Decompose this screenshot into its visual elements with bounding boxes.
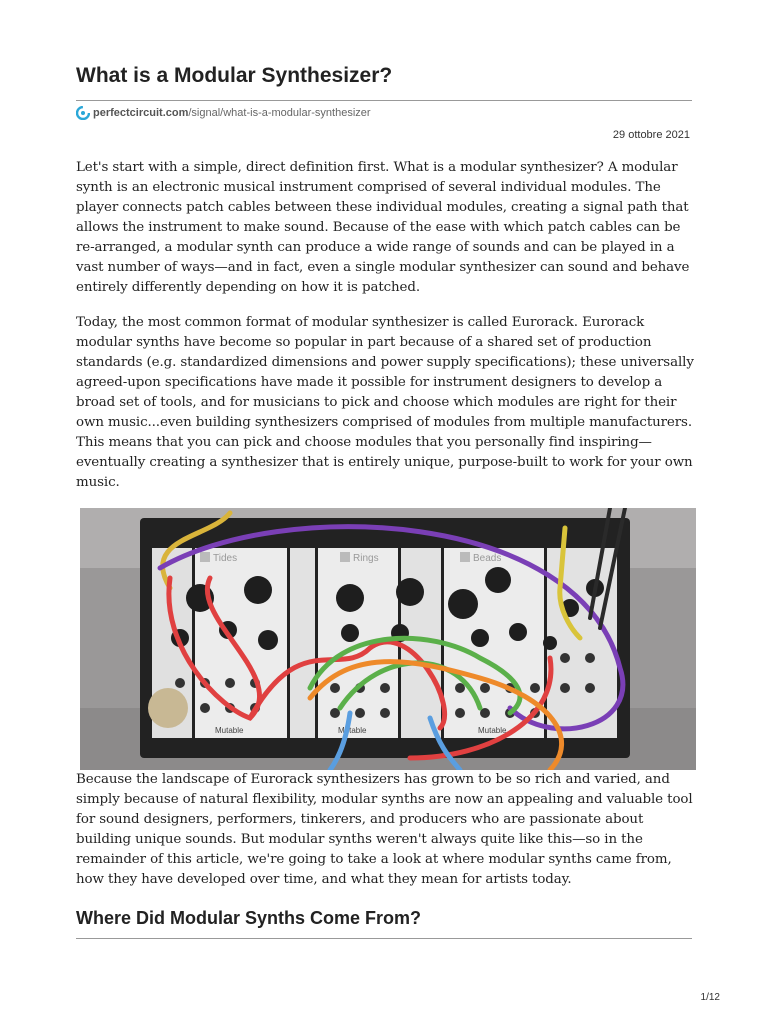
synth-illustration [80,508,696,770]
source-path[interactable]: /signal/what-is-a-modular-synthesizer [188,107,371,119]
source-link[interactable] [76,106,371,120]
section-divider [76,938,692,939]
paragraph-intro: Let's start with a simple, direct definition first. What is a modular synthesizer? A modular synth is an electronic musical instrument comprised of several individual modules. The player connects patch cables between these individual modules, creating a signal path that allows the instrument to make sound. Because of the ease with which patch cables can be re-arranged, a modular synth can produce a wide range of sounds and can be played in a vast number of ways—and in fact, even a single modular synthesizer can sound and behave entirely differently depending on how it is patched. [76,160,690,295]
paragraph-landscape: Because the landscape of Eurorack synthesizers has grown to be so rich and varied, and simply because of natural flexibility, modular synths are now an appealing and valuable tool for sound designers, performers, tinkerers, and producers who are passionate about building unique sounds. But modular synths weren't always quite like this—so in the remainder of this article, we're going to take a look at where modular synths came from, how they have developed over time, and what they mean for artists today. [76,772,693,887]
page-indicator: 1/12 [700,992,720,1003]
brand-label-1: Mutable [215,726,244,735]
section-heading: Where Did Modular Synths Come From? [76,908,422,928]
source-domain[interactable]: perfectcircuit.com [93,107,189,119]
brand-label-2: Mutable [338,726,367,735]
page-title: What is a Modular Synthesizer? [76,64,393,87]
publish-date: 29 ottobre 2021 [612,129,690,141]
module-label-rings: Rings [353,553,379,564]
title-divider [76,100,692,101]
module-label-beads: Beads [473,553,502,564]
paragraph-eurorack: Today, the most common format of modular synthesizer is called Eurorack. Eurorack modular synths have become so popular in part because of a shared set of production standards (e.g. standardized dimensions and power supply specifications); these universally agreed-upon specifications have made it possible for instrument designers to develop a broad set of tools, and for musicians to pick and choose which modules are right for their own music...even building synthesizers comprised of modules from multiple manufacturers. This means that you can pick and choose modules that you personally find inspiring—eventually creating a synthesizer that is entirely unique, purpose-built to work for your own music. [76,315,694,490]
module-label-tides: Tides [213,553,238,564]
brand-label-3: Mutable [478,726,507,735]
modular-synth-photo [80,508,696,770]
perfectcircuit-logo-icon [76,106,90,120]
